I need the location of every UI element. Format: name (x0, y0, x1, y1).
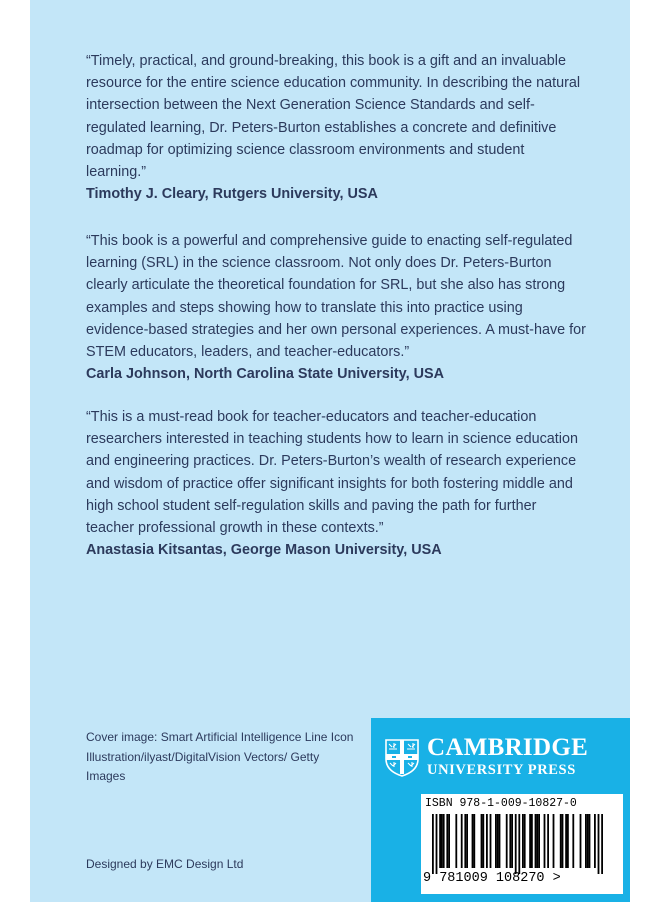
endorsement-quote (86, 50, 586, 205)
barcode-bar (547, 814, 549, 868)
publisher-subname: UNIVERSITY PRESS (427, 762, 576, 778)
barcode-bar (535, 814, 537, 868)
barcode-bar (587, 814, 589, 868)
barcode-bar (446, 814, 448, 868)
barcode-bar (585, 814, 587, 868)
barcode-bar (443, 814, 445, 868)
barcode-bar (515, 814, 517, 874)
barcode-bar (482, 814, 484, 868)
quote-text: “Timely, practical, and ground-breaking, this book is a gift and an invaluable resource for the entire science education community. In describing the natural intersection between the Next Generation Science Standards and self-regulated learning, Dr. Peters-Burton establishes a concrete and definitive roadmap for optimizing science classroom environments and student learning.” (86, 53, 581, 181)
quote-attribution: Timothy J. Cleary, Rutgers University, USA (86, 186, 378, 203)
barcode-bar (562, 814, 564, 868)
barcode-bars (432, 814, 612, 874)
cover-image-credit: Cover image: Smart Artificial Intelligence Line Icon Illustration/ilyast/DigitalVision Vectors/ Getty Images (86, 730, 354, 783)
quote-text: “This is a must-read book for teacher-educators and teacher-education researchers interested in teaching students how to learn in science education and engineering practices. Dr. Peters-Burton’s wealth of research experience and wisdom of practice offer significant insights for both fostering middle and high school student self-regulation skills and paving the path for further teacher professional growth in these contexts.” (86, 409, 578, 537)
barcode-bar (560, 814, 562, 868)
quote-attribution: Carla Johnson, North Carolina State University, USA (86, 366, 444, 383)
barcode-bar (565, 814, 567, 868)
barcode-bar (567, 814, 569, 868)
quote-text: “This book is a powerful and comprehensive guide to enacting self-regulated learning (SRL) in the science classroom. Not only does Dr. Peters-Burton clearly articulate the theoretical foundation for SRL, but she also has strong examples and steps showing how to translate this into practice using evidence-based strategies and her own personal experiences. A must-have for STEM educators, leaders, and teacher-educators.” (86, 233, 586, 361)
barcode-bar (436, 814, 438, 874)
isbn-label: ISBN 978-1-009-10827-0 (425, 797, 577, 810)
barcode-bar (439, 814, 441, 868)
barcode-bar (455, 814, 457, 868)
barcode-bar (441, 814, 443, 868)
quote-attribution: Anastasia Kitsantas, George Mason University, USA (86, 542, 442, 559)
barcode-bar (538, 814, 540, 868)
barcode-bar (544, 814, 546, 868)
barcode-bar (497, 814, 499, 868)
barcode-digits: 9 781009 108270 > (423, 871, 561, 886)
barcode-bar (589, 814, 591, 868)
barcode-bar (448, 814, 450, 868)
isbn-barcode (421, 794, 623, 894)
barcode-bar (490, 814, 492, 868)
barcode-bar (601, 814, 603, 874)
cambridge-crest-icon (385, 739, 419, 777)
barcode-bar (518, 814, 520, 874)
barcode-bar (481, 814, 483, 868)
barcode-bar (594, 814, 596, 868)
barcode-bar (511, 814, 513, 868)
barcode-bar (499, 814, 501, 868)
barcode-bar (536, 814, 538, 868)
endorsement-quote (86, 406, 586, 561)
barcode-bar (464, 814, 466, 868)
barcode-bar (432, 814, 434, 874)
barcode-bar (472, 814, 474, 868)
barcode-bar (495, 814, 497, 868)
barcode-bar (461, 814, 463, 868)
barcode-bar (509, 814, 511, 868)
barcode-bar (598, 814, 600, 874)
barcode-bar (572, 814, 574, 868)
barcode-bar (486, 814, 488, 868)
designer-credit: Designed by EMC Design Ltd (86, 857, 244, 871)
barcode-bar (522, 814, 524, 868)
endorsement-quote (86, 230, 586, 385)
barcode-bar (506, 814, 508, 868)
publisher-panel (371, 718, 630, 902)
barcode-bar (473, 814, 475, 868)
barcode-bar (553, 814, 555, 868)
barcode-bar (531, 814, 533, 868)
barcode-bar (529, 814, 531, 868)
barcode-bar (580, 814, 582, 868)
barcode-bar (466, 814, 468, 868)
barcode-bar (524, 814, 526, 868)
publisher-name: CAMBRIDGE (427, 734, 589, 761)
